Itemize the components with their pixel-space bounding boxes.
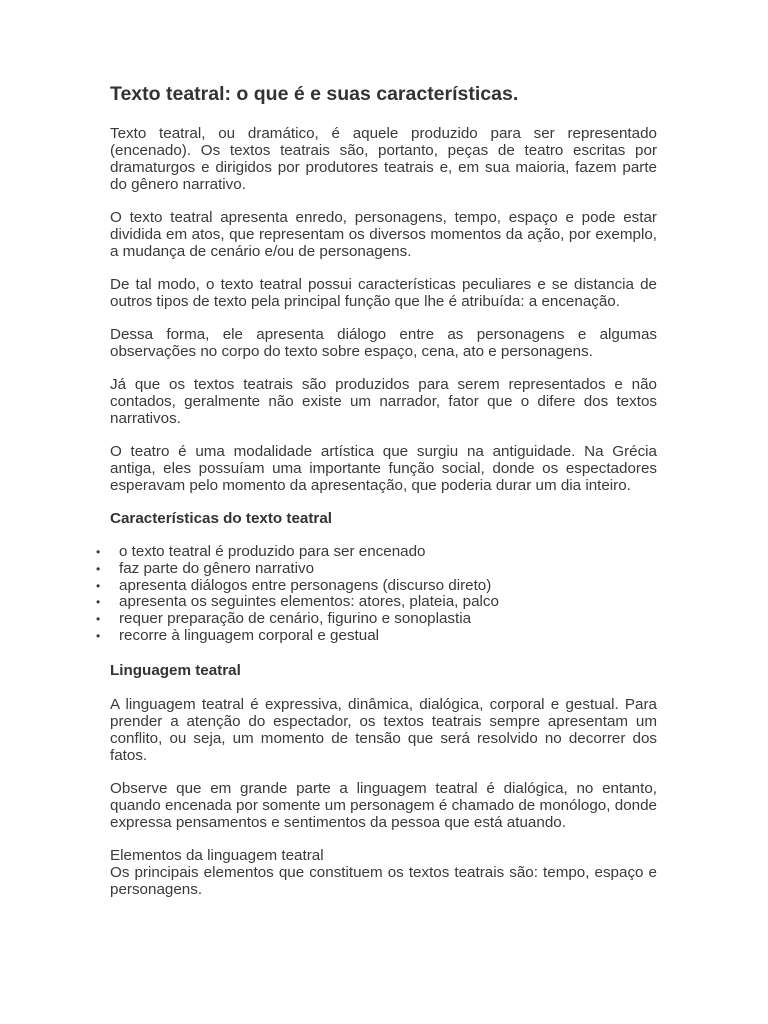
- paragraph: O teatro é uma modalidade artística que surgiu na antiguidade. Na Grécia antiga, eles possuíam uma importante função social, donde os espectadores esperavam pelo momento da apresentação, que poderia durar um dia inteiro.: [110, 443, 657, 494]
- list-item: [96, 576, 657, 595]
- language-heading: Linguagem teatral: [110, 661, 241, 679]
- list-item-text: faz parte do gênero narrativo: [119, 559, 315, 577]
- paragraph: Os principais elementos que constituem os textos teatrais são: tempo, espaço e personagens.: [110, 863, 657, 898]
- bullet-icon: •: [96, 561, 101, 576]
- list-item: [96, 626, 657, 645]
- list-item: [96, 593, 657, 611]
- characteristics-heading: Características do texto teatral: [110, 510, 332, 527]
- paragraph: Texto teatral, ou dramático, é aquele produzido para ser representado (encenado). Os textos teatrais são, portanto, peças de teatro escritas por dramaturgos e dirigidos por produtores teatrais e, em sua maioria, fazem parte do gênero narrativo.: [110, 125, 657, 193]
- list-item-text: requer preparação de cenário, figurino e sonoplastia: [119, 610, 472, 628]
- list-item-text: apresenta os seguintes elementos: atores, plateia, palco: [119, 593, 499, 611]
- list-item: [96, 559, 657, 578]
- document-page: [96, 82, 657, 914]
- paragraph: A linguagem teatral é expressiva, dinâmica, dialógica, corporal e gestual. Para prender a atenção do espectador, os textos teatrais sempre apresentam um conflito, ou seja, um momento de tensão que será resolvido no decorrer dos fatos.: [110, 695, 657, 764]
- paragraph: Dessa forma, ele apresenta diálogo entre as personagens e algumas observações no corpo do texto sobre espaço, cena, ato e personagens.: [110, 326, 657, 360]
- list-item-text: apresenta diálogos entre personagens (discurso direto): [119, 576, 492, 594]
- document-title: Texto teatral: o que é e suas características.: [110, 83, 519, 105]
- bullet-icon: •: [96, 545, 101, 559]
- list-item-text: o texto teatral é produzido para ser encenado: [119, 543, 426, 560]
- paragraph: O texto teatral apresenta enredo, personagens, tempo, espaço e pode estar dividida em atos, que representam os diversos momentos da ação, por exemplo, a mudança de cenário e/ou de personagens.: [110, 209, 657, 260]
- list-item: [96, 610, 657, 628]
- paragraph: Observe que em grande parte a linguagem teatral é dialógica, no entanto, quando encenada por somente um personagem é chamado de monólogo, donde expressa pensamentos e sentimentos da pessoa que está atuando.: [110, 779, 657, 831]
- bullet-icon: •: [96, 628, 101, 643]
- elements-heading: Elementos da linguagem teatral: [110, 846, 324, 864]
- list-item: [96, 543, 657, 561]
- bullet-icon: •: [96, 578, 101, 593]
- paragraph: De tal modo, o texto teatral possui características peculiares e se distancia de outros tipos de texto pela principal função que lhe é atribuída: a encenação.: [110, 276, 657, 310]
- list-item-text: recorre à linguagem corporal e gestual: [119, 626, 380, 644]
- bullet-icon: •: [96, 612, 101, 627]
- characteristics-list: [96, 543, 657, 645]
- bullet-icon: •: [96, 595, 101, 610]
- paragraph: Já que os textos teatrais são produzidos para serem representados e não contados, geralmente não existe um narrador, fator que o difere dos textos narrativos.: [110, 376, 657, 427]
